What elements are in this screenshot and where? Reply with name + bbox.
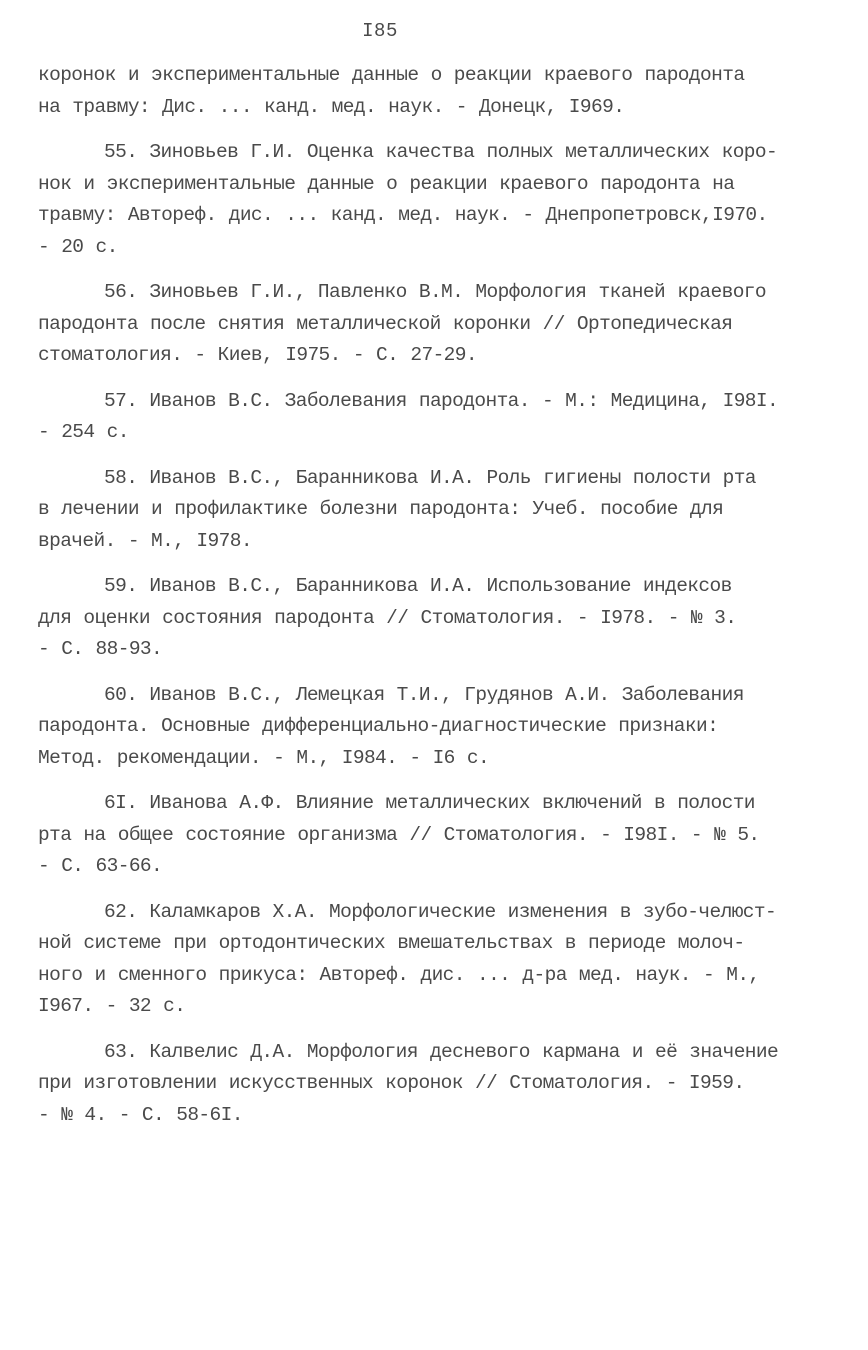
reference-line: врачей. - М., I978. [38,529,252,552]
reference-line: в лечении и профилактике болезни пародонта: Учеб. пособие для [38,498,724,520]
reference-list [38,60,838,1131]
reference-line: нок и экспериментальные данные о реакции краевого пародонта на [38,172,735,195]
reference-line: 6I. Иванова А.Ф. Влияние металлических включений в полости [104,792,755,814]
reference-entry-62 [38,897,838,1023]
reference-line: 63. Калвелис Д.А. Морфология десневого кармана и её значение [104,1040,779,1063]
reference-line: 60. Иванов В.С., Лемецкая Т.И., Грудянов А.И. Заболевания [104,683,744,706]
reference-line: - 254 с. [38,421,129,443]
reference-line: - С. 63-66. [38,855,163,877]
reference-line: 57. Иванов В.С. Заболевания пародонта. - М.: Медицина, I98I. [104,389,779,412]
reference-line: травму: Автореф. дис. ... канд. мед. наук. - Днепропетровск,I970. [38,204,768,226]
reference-line: ного и сменного прикуса: Автореф. дис. ... д-ра мед. наук. - М., [38,963,760,986]
reference-entry-56 [38,277,838,372]
reference-line: 58. Иванов В.С., Баранникова И.А. Роль гигиены полости рта [104,466,756,489]
reference-line: 59. Иванов В.С., Баранникова И.А. Использование индексов [104,575,732,597]
reference-line: коронок и экспериментальные данные о реакции краевого пародонта [38,64,745,86]
reference-line: Метод. рекомендации. - М., I984. - I6 с. [38,746,490,769]
reference-entry-61 [38,788,838,883]
reference-line: пародонта после снятия металлической коронки // Ортопедическая [38,312,733,335]
reference-line: стоматология. - Киев, I975. - С. 27-29. [38,344,477,366]
reference-entry-57 [38,386,838,449]
reference-entry-63 [38,1037,838,1132]
reference-line: 62. Каламкаров Х.А. Морфологические изменения в зубо-челюст- [104,900,777,923]
reference-line: 56. Зиновьев Г.И., Павленко В.М. Морфология тканей краевого [104,281,767,303]
reference-line: - № 4. - С. 58-6I. [38,1103,243,1126]
reference-entry-60 [38,680,838,775]
reference-line: для оценки состояния пародонта // Стоматология. - I978. - № 3. [38,606,737,629]
reference-line: на травму: Дис. ... канд. мед. наук. - Донецк, I969. [38,95,625,118]
reference-entry-55 [38,137,838,263]
reference-line: ной системе при ортодонтических вмешательствах в периоде молоч- [38,932,745,954]
reference-line: I967. - 32 с. [38,995,186,1017]
reference-entry-58 [38,463,838,558]
reference-line: - С. 88-93. [38,638,163,660]
reference-line: при изготовлении искусственных коронок // Стоматология. - I959. [38,1072,745,1094]
reference-entry-54-continued [38,60,838,123]
reference-line: пародонта. Основные дифференциально-диагностические признаки: [38,715,719,737]
reference-line: - 20 с. [38,235,118,258]
page-number: I85 [362,20,398,42]
reference-line: 55. Зиновьев Г.И. Оценка качества полных металлических коро- [104,141,778,163]
reference-line: рта на общее состояние организма // Стоматология. - I98I. - № 5. [38,823,760,846]
reference-entry-59 [38,571,838,666]
